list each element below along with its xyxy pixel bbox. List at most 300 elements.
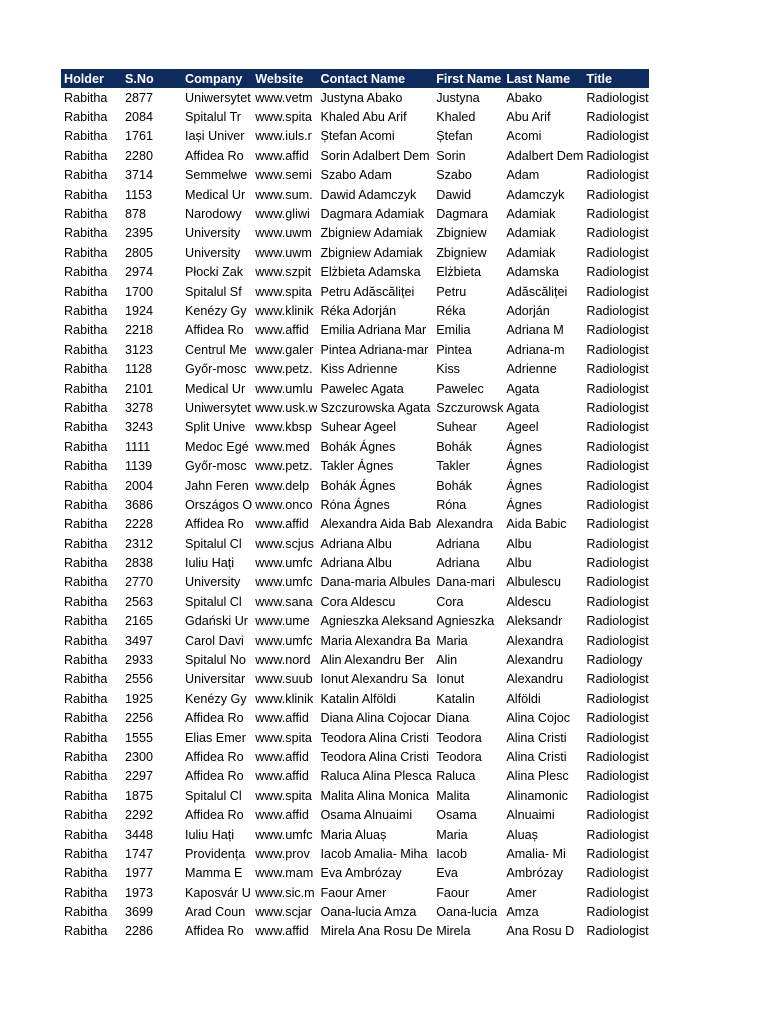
website-cell[interactable]: www.suub <box>255 672 313 687</box>
sno-cell[interactable]: 2101 <box>125 381 154 396</box>
last-name-cell[interactable]: Albu <box>506 556 532 571</box>
website-cell[interactable]: www.umfc <box>255 827 313 842</box>
website-cell[interactable]: www.semi <box>255 168 312 183</box>
last-name-cell[interactable]: Adăscăliței <box>506 284 568 299</box>
company-cell[interactable]: Medical Ur <box>185 187 246 202</box>
website-cell[interactable]: www.prov <box>255 846 310 861</box>
website-cell[interactable]: www.ume <box>255 614 310 629</box>
last-name-cell[interactable]: Alina Cristi <box>506 749 567 764</box>
sno-cell[interactable]: 2165 <box>125 614 154 629</box>
title-cell[interactable]: Radiologist <box>586 207 649 222</box>
last-name-cell[interactable]: Aida Babic <box>506 517 567 532</box>
website-cell[interactable]: www.kbsp <box>255 420 312 435</box>
title-cell[interactable]: Radiologist <box>586 808 649 823</box>
title-cell[interactable]: Radiologist <box>586 439 649 454</box>
company-cell[interactable]: Universitar <box>185 672 246 687</box>
company-cell[interactable]: Mamma E <box>185 866 243 881</box>
company-cell[interactable]: Spitalul Sf <box>185 284 242 299</box>
company-cell[interactable]: Płocki Zak <box>185 265 244 280</box>
contact-name-cell[interactable]: Faour Amer <box>320 885 387 900</box>
first-name-cell[interactable]: Raluca <box>436 769 476 784</box>
contact-name-cell[interactable]: Agnieszka Aleksand <box>320 614 434 629</box>
contact-name-cell[interactable]: Szczurowska Agata <box>320 400 431 415</box>
holder-cell[interactable]: Rabitha <box>64 90 108 105</box>
first-name-cell[interactable]: Diana <box>436 711 470 726</box>
sno-cell[interactable]: 1700 <box>125 284 154 299</box>
first-name-cell[interactable]: Elżbieta <box>436 265 481 280</box>
company-cell[interactable]: Medical Ur <box>185 381 246 396</box>
sno-cell[interactable]: 878 <box>125 207 147 222</box>
title-cell[interactable]: Radiologist <box>586 226 649 241</box>
title-cell[interactable]: Radiologist <box>586 342 649 357</box>
website-cell[interactable]: www.petz. <box>255 459 313 474</box>
website-cell[interactable]: www.spita <box>255 110 312 125</box>
first-name-cell[interactable]: Dana-mari <box>436 575 495 590</box>
title-cell[interactable]: Radiologist <box>586 497 649 512</box>
first-name-cell[interactable]: Maria <box>436 633 468 648</box>
title-cell[interactable]: Radiologist <box>586 575 649 590</box>
website-cell[interactable]: www.umfc <box>255 556 313 571</box>
contact-name-cell[interactable]: Teodora Alina Cristi <box>320 749 429 764</box>
title-cell[interactable]: Radiologist <box>586 459 649 474</box>
first-name-cell[interactable]: Maria <box>436 827 468 842</box>
first-name-cell[interactable]: Teodora <box>436 730 482 745</box>
contact-name-cell[interactable]: Dana-maria Albules <box>320 575 431 590</box>
website-cell[interactable]: www.uwm <box>255 226 312 241</box>
column-header-website[interactable]: Website <box>252 69 317 88</box>
holder-cell[interactable]: Rabitha <box>64 245 108 260</box>
sno-cell[interactable]: 2312 <box>125 536 154 551</box>
first-name-cell[interactable]: Dagmara <box>436 207 488 222</box>
sno-cell[interactable]: 3714 <box>125 168 154 183</box>
first-name-cell[interactable]: Faour <box>436 885 470 900</box>
website-cell[interactable]: www.uwm <box>255 245 312 260</box>
holder-cell[interactable]: Rabitha <box>64 323 108 338</box>
company-cell[interactable]: Centrul Me <box>185 342 247 357</box>
sno-cell[interactable]: 1555 <box>125 730 154 745</box>
holder-cell[interactable]: Rabitha <box>64 265 108 280</box>
company-cell[interactable]: Uniwersytet <box>185 400 251 415</box>
column-header-title[interactable]: Title <box>583 69 648 88</box>
website-cell[interactable]: www.affid <box>255 517 309 532</box>
title-cell[interactable]: Radiologist <box>586 90 649 105</box>
sno-cell[interactable]: 2300 <box>125 749 154 764</box>
title-cell[interactable]: Radiologist <box>586 788 649 803</box>
contact-name-cell[interactable]: Alexandra Aida Bab <box>320 517 432 532</box>
company-cell[interactable]: Iuliu Hați <box>185 556 234 571</box>
last-name-cell[interactable]: Adriana M <box>506 323 564 338</box>
last-name-cell[interactable]: Adamiak <box>506 207 556 222</box>
website-cell[interactable]: www.affid <box>255 808 309 823</box>
sno-cell[interactable]: 1924 <box>125 303 154 318</box>
website-cell[interactable]: www.sana <box>255 594 313 609</box>
contact-name-cell[interactable]: Raluca Alina Plesca <box>320 769 432 784</box>
website-cell[interactable]: www.umfc <box>255 633 313 648</box>
first-name-cell[interactable]: Emilia <box>436 323 471 338</box>
holder-cell[interactable]: Rabitha <box>64 769 108 784</box>
company-cell[interactable]: Iași Univer <box>185 129 245 144</box>
last-name-cell[interactable]: Aldescu <box>506 594 552 609</box>
contact-name-cell[interactable]: Suhear Ageel <box>320 420 397 435</box>
last-name-cell[interactable]: Alina Cojoc <box>506 711 571 726</box>
sno-cell[interactable]: 2770 <box>125 575 154 590</box>
first-name-cell[interactable]: Szabo <box>436 168 472 183</box>
last-name-cell[interactable]: Agata <box>506 400 540 415</box>
sno-cell[interactable]: 2974 <box>125 265 154 280</box>
holder-cell[interactable]: Rabitha <box>64 691 108 706</box>
last-name-cell[interactable]: Adam <box>506 168 540 183</box>
contact-name-cell[interactable]: Takler Ágnes <box>320 459 394 474</box>
holder-cell[interactable]: Rabitha <box>64 439 108 454</box>
website-cell[interactable]: www.iuls.r <box>255 129 312 144</box>
company-cell[interactable]: Kenézy Gy <box>185 303 247 318</box>
first-name-cell[interactable]: Adriana <box>436 536 480 551</box>
title-cell[interactable]: Radiologist <box>586 594 649 609</box>
first-name-cell[interactable]: Malita <box>436 788 470 803</box>
title-cell[interactable]: Radiologist <box>586 517 649 532</box>
first-name-cell[interactable]: Agnieszka <box>436 614 495 629</box>
last-name-cell[interactable]: Aleksandr <box>506 614 563 629</box>
first-name-cell[interactable]: Bohák <box>436 439 472 454</box>
first-name-cell[interactable]: Khaled <box>436 110 476 125</box>
company-cell[interactable]: Affidea Ro <box>185 711 244 726</box>
website-cell[interactable]: www.affid <box>255 924 309 939</box>
title-cell[interactable]: Radiology <box>586 653 643 668</box>
holder-cell[interactable]: Rabitha <box>64 885 108 900</box>
contact-name-cell[interactable]: Pawelec Agata <box>320 381 404 396</box>
website-cell[interactable]: www.petz. <box>255 362 313 377</box>
contact-name-cell[interactable]: Dagmara Adamiak <box>320 207 425 222</box>
last-name-cell[interactable]: Acomi <box>506 129 542 144</box>
last-name-cell[interactable]: Adamska <box>506 265 559 280</box>
sno-cell[interactable]: 1128 <box>125 362 153 377</box>
company-cell[interactable]: Győr-mosc <box>185 362 247 377</box>
website-cell[interactable]: www.umlu <box>255 381 313 396</box>
holder-cell[interactable]: Rabitha <box>64 827 108 842</box>
sno-cell[interactable]: 1973 <box>125 885 154 900</box>
holder-cell[interactable]: Rabitha <box>64 788 108 803</box>
holder-cell[interactable]: Rabitha <box>64 866 108 881</box>
last-name-cell[interactable]: Alexandra <box>506 633 564 648</box>
first-name-cell[interactable]: Kiss <box>436 362 460 377</box>
last-name-cell[interactable]: Ágnes <box>506 478 543 493</box>
sno-cell[interactable]: 2395 <box>125 226 154 241</box>
website-cell[interactable]: www.sic.m <box>255 885 315 900</box>
title-cell[interactable]: Radiologist <box>586 148 649 163</box>
company-cell[interactable]: Győr-mosc <box>185 459 247 474</box>
contact-name-cell[interactable]: Zbigniew Adamiak <box>320 226 423 241</box>
company-cell[interactable]: Uniwersytet <box>185 90 251 105</box>
last-name-cell[interactable]: Adorján <box>506 303 550 318</box>
company-cell[interactable]: Providența <box>185 846 246 861</box>
company-cell[interactable]: Affidea Ro <box>185 769 244 784</box>
holder-cell[interactable]: Rabitha <box>64 594 108 609</box>
sno-cell[interactable]: 2933 <box>125 653 154 668</box>
sno-cell[interactable]: 1747 <box>125 846 154 861</box>
sno-cell[interactable]: 2280 <box>125 148 154 163</box>
first-name-cell[interactable]: Oana-lucia <box>436 905 498 920</box>
holder-cell[interactable]: Rabitha <box>64 168 108 183</box>
first-name-cell[interactable]: Alexandra <box>436 517 493 532</box>
title-cell[interactable]: Radiologist <box>586 711 649 726</box>
first-name-cell[interactable]: Szczurowsk <box>436 400 504 415</box>
title-cell[interactable]: Radiologist <box>586 769 649 784</box>
first-name-cell[interactable]: Alin <box>436 653 458 668</box>
company-cell[interactable]: Jahn Feren <box>185 478 249 493</box>
website-cell[interactable]: www.usk.w <box>255 400 318 415</box>
contact-name-cell[interactable]: Oana-lucia Amza <box>320 905 417 920</box>
contact-name-cell[interactable]: Maria Alexandra Ba <box>320 633 431 648</box>
sno-cell[interactable]: 1139 <box>125 459 153 474</box>
holder-cell[interactable]: Rabitha <box>64 846 108 861</box>
first-name-cell[interactable]: Suhear <box>436 420 477 435</box>
last-name-cell[interactable]: Adalbert Dem <box>506 148 584 163</box>
company-cell[interactable]: Gdański Ur <box>185 614 248 629</box>
sno-cell[interactable]: 3686 <box>125 497 154 512</box>
last-name-cell[interactable]: Ageel <box>506 420 539 435</box>
contact-name-cell[interactable]: Pintea Adriana-mar <box>320 342 429 357</box>
holder-cell[interactable]: Rabitha <box>64 711 108 726</box>
holder-cell[interactable]: Rabitha <box>64 420 108 435</box>
holder-cell[interactable]: Rabitha <box>64 633 108 648</box>
website-cell[interactable]: www.scjus <box>255 536 314 551</box>
first-name-cell[interactable]: Zbigniew <box>436 226 487 241</box>
last-name-cell[interactable]: Alina Plesc <box>506 769 569 784</box>
contact-name-cell[interactable]: Sorin Adalbert Dem <box>320 148 430 163</box>
holder-cell[interactable]: Rabitha <box>64 905 108 920</box>
title-cell[interactable]: Radiologist <box>586 187 649 202</box>
title-cell[interactable]: Radiologist <box>586 420 649 435</box>
last-name-cell[interactable]: Alföldi <box>506 691 541 706</box>
sno-cell[interactable]: 2218 <box>125 323 154 338</box>
holder-cell[interactable]: Rabitha <box>64 381 108 396</box>
website-cell[interactable]: www.nord <box>255 653 311 668</box>
title-cell[interactable]: Radiologist <box>586 846 649 861</box>
sno-cell[interactable]: 2563 <box>125 594 154 609</box>
contact-name-cell[interactable]: Ștefan Acomi <box>320 129 395 144</box>
company-cell[interactable]: Spitalul No <box>185 653 246 668</box>
website-cell[interactable]: www.affid <box>255 148 309 163</box>
last-name-cell[interactable]: Adrienne <box>506 362 557 377</box>
first-name-cell[interactable]: Justyna <box>436 90 480 105</box>
contact-name-cell[interactable]: Justyna Abako <box>320 90 403 105</box>
company-cell[interactable]: Narodowy <box>185 207 242 222</box>
contact-name-cell[interactable]: Emilia Adriana Mar <box>320 323 427 338</box>
title-cell[interactable]: Radiologist <box>586 110 649 125</box>
holder-cell[interactable]: Rabitha <box>64 129 108 144</box>
column-header-company[interactable]: Company <box>182 69 252 88</box>
title-cell[interactable]: Radiologist <box>586 168 649 183</box>
holder-cell[interactable]: Rabitha <box>64 730 108 745</box>
sno-cell[interactable]: 2292 <box>125 808 154 823</box>
first-name-cell[interactable]: Adriana <box>436 556 480 571</box>
holder-cell[interactable]: Rabitha <box>64 148 108 163</box>
company-cell[interactable]: Affidea Ro <box>185 749 244 764</box>
title-cell[interactable]: Radiologist <box>586 672 649 687</box>
title-cell[interactable]: Radiologist <box>586 885 649 900</box>
website-cell[interactable]: www.spita <box>255 788 312 803</box>
last-name-cell[interactable]: Adriana-m <box>506 342 565 357</box>
website-cell[interactable]: www.umfc <box>255 575 313 590</box>
contact-name-cell[interactable]: Osama Alnuaimi <box>320 808 413 823</box>
contact-name-cell[interactable]: Bohák Ágnes <box>320 478 396 493</box>
holder-cell[interactable]: Rabitha <box>64 207 108 222</box>
first-name-cell[interactable]: Eva <box>436 866 458 881</box>
sno-cell[interactable]: 3448 <box>125 827 154 842</box>
company-cell[interactable]: Affidea Ro <box>185 924 244 939</box>
contact-name-cell[interactable]: Iacob Amalia- Miha <box>320 846 428 861</box>
first-name-cell[interactable]: Iacob <box>436 846 467 861</box>
company-cell[interactable]: Spitalul Cl <box>185 594 242 609</box>
first-name-cell[interactable]: Pintea <box>436 342 472 357</box>
contact-name-cell[interactable]: Diana Alina Cojocar <box>320 711 432 726</box>
holder-cell[interactable]: Rabitha <box>64 614 108 629</box>
last-name-cell[interactable]: Albulescu <box>506 575 561 590</box>
last-name-cell[interactable]: Alexandru <box>506 653 564 668</box>
last-name-cell[interactable]: Adamiak <box>506 226 556 241</box>
sno-cell[interactable]: 1153 <box>125 187 153 202</box>
sno-cell[interactable]: 2297 <box>125 769 154 784</box>
title-cell[interactable]: Radiologist <box>586 400 649 415</box>
website-cell[interactable]: www.gliwi <box>255 207 310 222</box>
holder-cell[interactable]: Rabitha <box>64 653 108 668</box>
sno-cell[interactable]: 2556 <box>125 672 154 687</box>
last-name-cell[interactable]: Ágnes <box>506 459 543 474</box>
website-cell[interactable]: www.affid <box>255 711 309 726</box>
last-name-cell[interactable]: Ágnes <box>506 497 543 512</box>
website-cell[interactable]: www.klinik <box>255 691 314 706</box>
contact-name-cell[interactable]: Maria Aluaș <box>320 827 387 842</box>
last-name-cell[interactable]: Adamiak <box>506 245 556 260</box>
contact-name-cell[interactable]: Szabo Adam <box>320 168 392 183</box>
company-cell[interactable]: Spitalul Cl <box>185 788 242 803</box>
contact-name-cell[interactable]: Kiss Adrienne <box>320 362 398 377</box>
contact-name-cell[interactable]: Adriana Albu <box>320 556 392 571</box>
sno-cell[interactable]: 2084 <box>125 110 154 125</box>
holder-cell[interactable]: Rabitha <box>64 342 108 357</box>
first-name-cell[interactable]: Osama <box>436 808 477 823</box>
column-header-last-name[interactable]: Last Name <box>503 69 583 88</box>
holder-cell[interactable]: Rabitha <box>64 556 108 571</box>
holder-cell[interactable]: Rabitha <box>64 672 108 687</box>
sno-cell[interactable]: 3123 <box>125 342 154 357</box>
holder-cell[interactable]: Rabitha <box>64 749 108 764</box>
company-cell[interactable]: Affidea Ro <box>185 323 244 338</box>
title-cell[interactable]: Radiologist <box>586 362 649 377</box>
sno-cell[interactable]: 2228 <box>125 517 154 532</box>
title-cell[interactable]: Radiologist <box>586 749 649 764</box>
company-cell[interactable]: University <box>185 226 241 241</box>
sno-cell[interactable]: 1925 <box>125 691 154 706</box>
website-cell[interactable]: www.med <box>255 439 310 454</box>
first-name-cell[interactable]: Cora <box>436 594 464 609</box>
website-cell[interactable]: www.sum. <box>255 187 313 202</box>
company-cell[interactable]: University <box>185 245 241 260</box>
holder-cell[interactable]: Rabitha <box>64 303 108 318</box>
title-cell[interactable]: Radiologist <box>586 730 649 745</box>
company-cell[interactable]: Spitalul Tr <box>185 110 241 125</box>
contact-name-cell[interactable]: Bohák Ágnes <box>320 439 396 454</box>
first-name-cell[interactable]: Sorin <box>436 148 466 163</box>
sno-cell[interactable]: 3243 <box>125 420 154 435</box>
sno-cell[interactable]: 3278 <box>125 400 154 415</box>
website-cell[interactable]: www.onco <box>255 497 313 512</box>
first-name-cell[interactable]: Pawelec <box>436 381 484 396</box>
title-cell[interactable]: Radiologist <box>586 905 649 920</box>
website-cell[interactable]: www.scjar <box>255 905 312 920</box>
holder-cell[interactable]: Rabitha <box>64 226 108 241</box>
holder-cell[interactable]: Rabitha <box>64 536 108 551</box>
contact-name-cell[interactable]: Petru Adăscăliței <box>320 284 415 299</box>
sno-cell[interactable]: 2286 <box>125 924 154 939</box>
title-cell[interactable]: Radiologist <box>586 633 649 648</box>
contact-name-cell[interactable]: Ionut Alexandru Sa <box>320 672 427 687</box>
title-cell[interactable]: Radiologist <box>586 536 649 551</box>
holder-cell[interactable]: Rabitha <box>64 187 108 202</box>
website-cell[interactable]: www.spita <box>255 284 312 299</box>
title-cell[interactable]: Radiologist <box>586 323 649 338</box>
sno-cell[interactable]: 2004 <box>125 478 154 493</box>
website-cell[interactable]: www.galer <box>255 342 314 357</box>
column-header-holder[interactable]: Holder <box>61 69 122 88</box>
first-name-cell[interactable]: Teodora <box>436 749 482 764</box>
first-name-cell[interactable]: Takler <box>436 459 470 474</box>
website-cell[interactable]: www.delp <box>255 478 310 493</box>
website-cell[interactable]: www.mam <box>255 866 314 881</box>
last-name-cell[interactable]: Ambrózay <box>506 866 564 881</box>
website-cell[interactable]: www.spita <box>255 730 312 745</box>
contact-name-cell[interactable]: Róna Ágnes <box>320 497 390 512</box>
company-cell[interactable]: Spitalul Cl <box>185 536 242 551</box>
sno-cell[interactable]: 2838 <box>125 556 154 571</box>
website-cell[interactable]: www.affid <box>255 323 309 338</box>
title-cell[interactable]: Radiologist <box>586 245 649 260</box>
website-cell[interactable]: www.affid <box>255 769 309 784</box>
company-cell[interactable]: University <box>185 575 241 590</box>
title-cell[interactable]: Radiologist <box>586 866 649 881</box>
first-name-cell[interactable]: Ștefan <box>436 129 473 144</box>
contact-name-cell[interactable]: Elżbieta Adamska <box>320 265 421 280</box>
last-name-cell[interactable]: Alina Cristi <box>506 730 567 745</box>
last-name-cell[interactable]: Abu Arif <box>506 110 551 125</box>
title-cell[interactable]: Radiologist <box>586 556 649 571</box>
contact-name-cell[interactable]: Eva Ambrózay <box>320 866 402 881</box>
title-cell[interactable]: Radiologist <box>586 284 649 299</box>
company-cell[interactable]: Carol Davi <box>185 633 244 648</box>
title-cell[interactable]: Radiologist <box>586 129 649 144</box>
title-cell[interactable]: Radiologist <box>586 691 649 706</box>
title-cell[interactable]: Radiologist <box>586 381 649 396</box>
contact-name-cell[interactable]: Cora Aldescu <box>320 594 396 609</box>
holder-cell[interactable]: Rabitha <box>64 808 108 823</box>
last-name-cell[interactable]: Agata <box>506 381 540 396</box>
first-name-cell[interactable]: Katalin <box>436 691 475 706</box>
company-cell[interactable]: Affidea Ro <box>185 148 244 163</box>
holder-cell[interactable]: Rabitha <box>64 459 108 474</box>
last-name-cell[interactable]: Ágnes <box>506 439 543 454</box>
first-name-cell[interactable]: Dawid <box>436 187 472 202</box>
last-name-cell[interactable]: Alnuaimi <box>506 808 555 823</box>
first-name-cell[interactable]: Mirela <box>436 924 471 939</box>
title-cell[interactable]: Radiologist <box>586 478 649 493</box>
last-name-cell[interactable]: Abako <box>506 90 543 105</box>
contact-name-cell[interactable]: Alin Alexandru Ber <box>320 653 425 668</box>
website-cell[interactable]: www.szpit <box>255 265 312 280</box>
column-header-contact-name[interactable]: Contact Name <box>317 69 433 88</box>
first-name-cell[interactable]: Bohák <box>436 478 472 493</box>
company-cell[interactable]: Affidea Ro <box>185 808 244 823</box>
column-header-first-name[interactable]: First Name <box>433 69 503 88</box>
